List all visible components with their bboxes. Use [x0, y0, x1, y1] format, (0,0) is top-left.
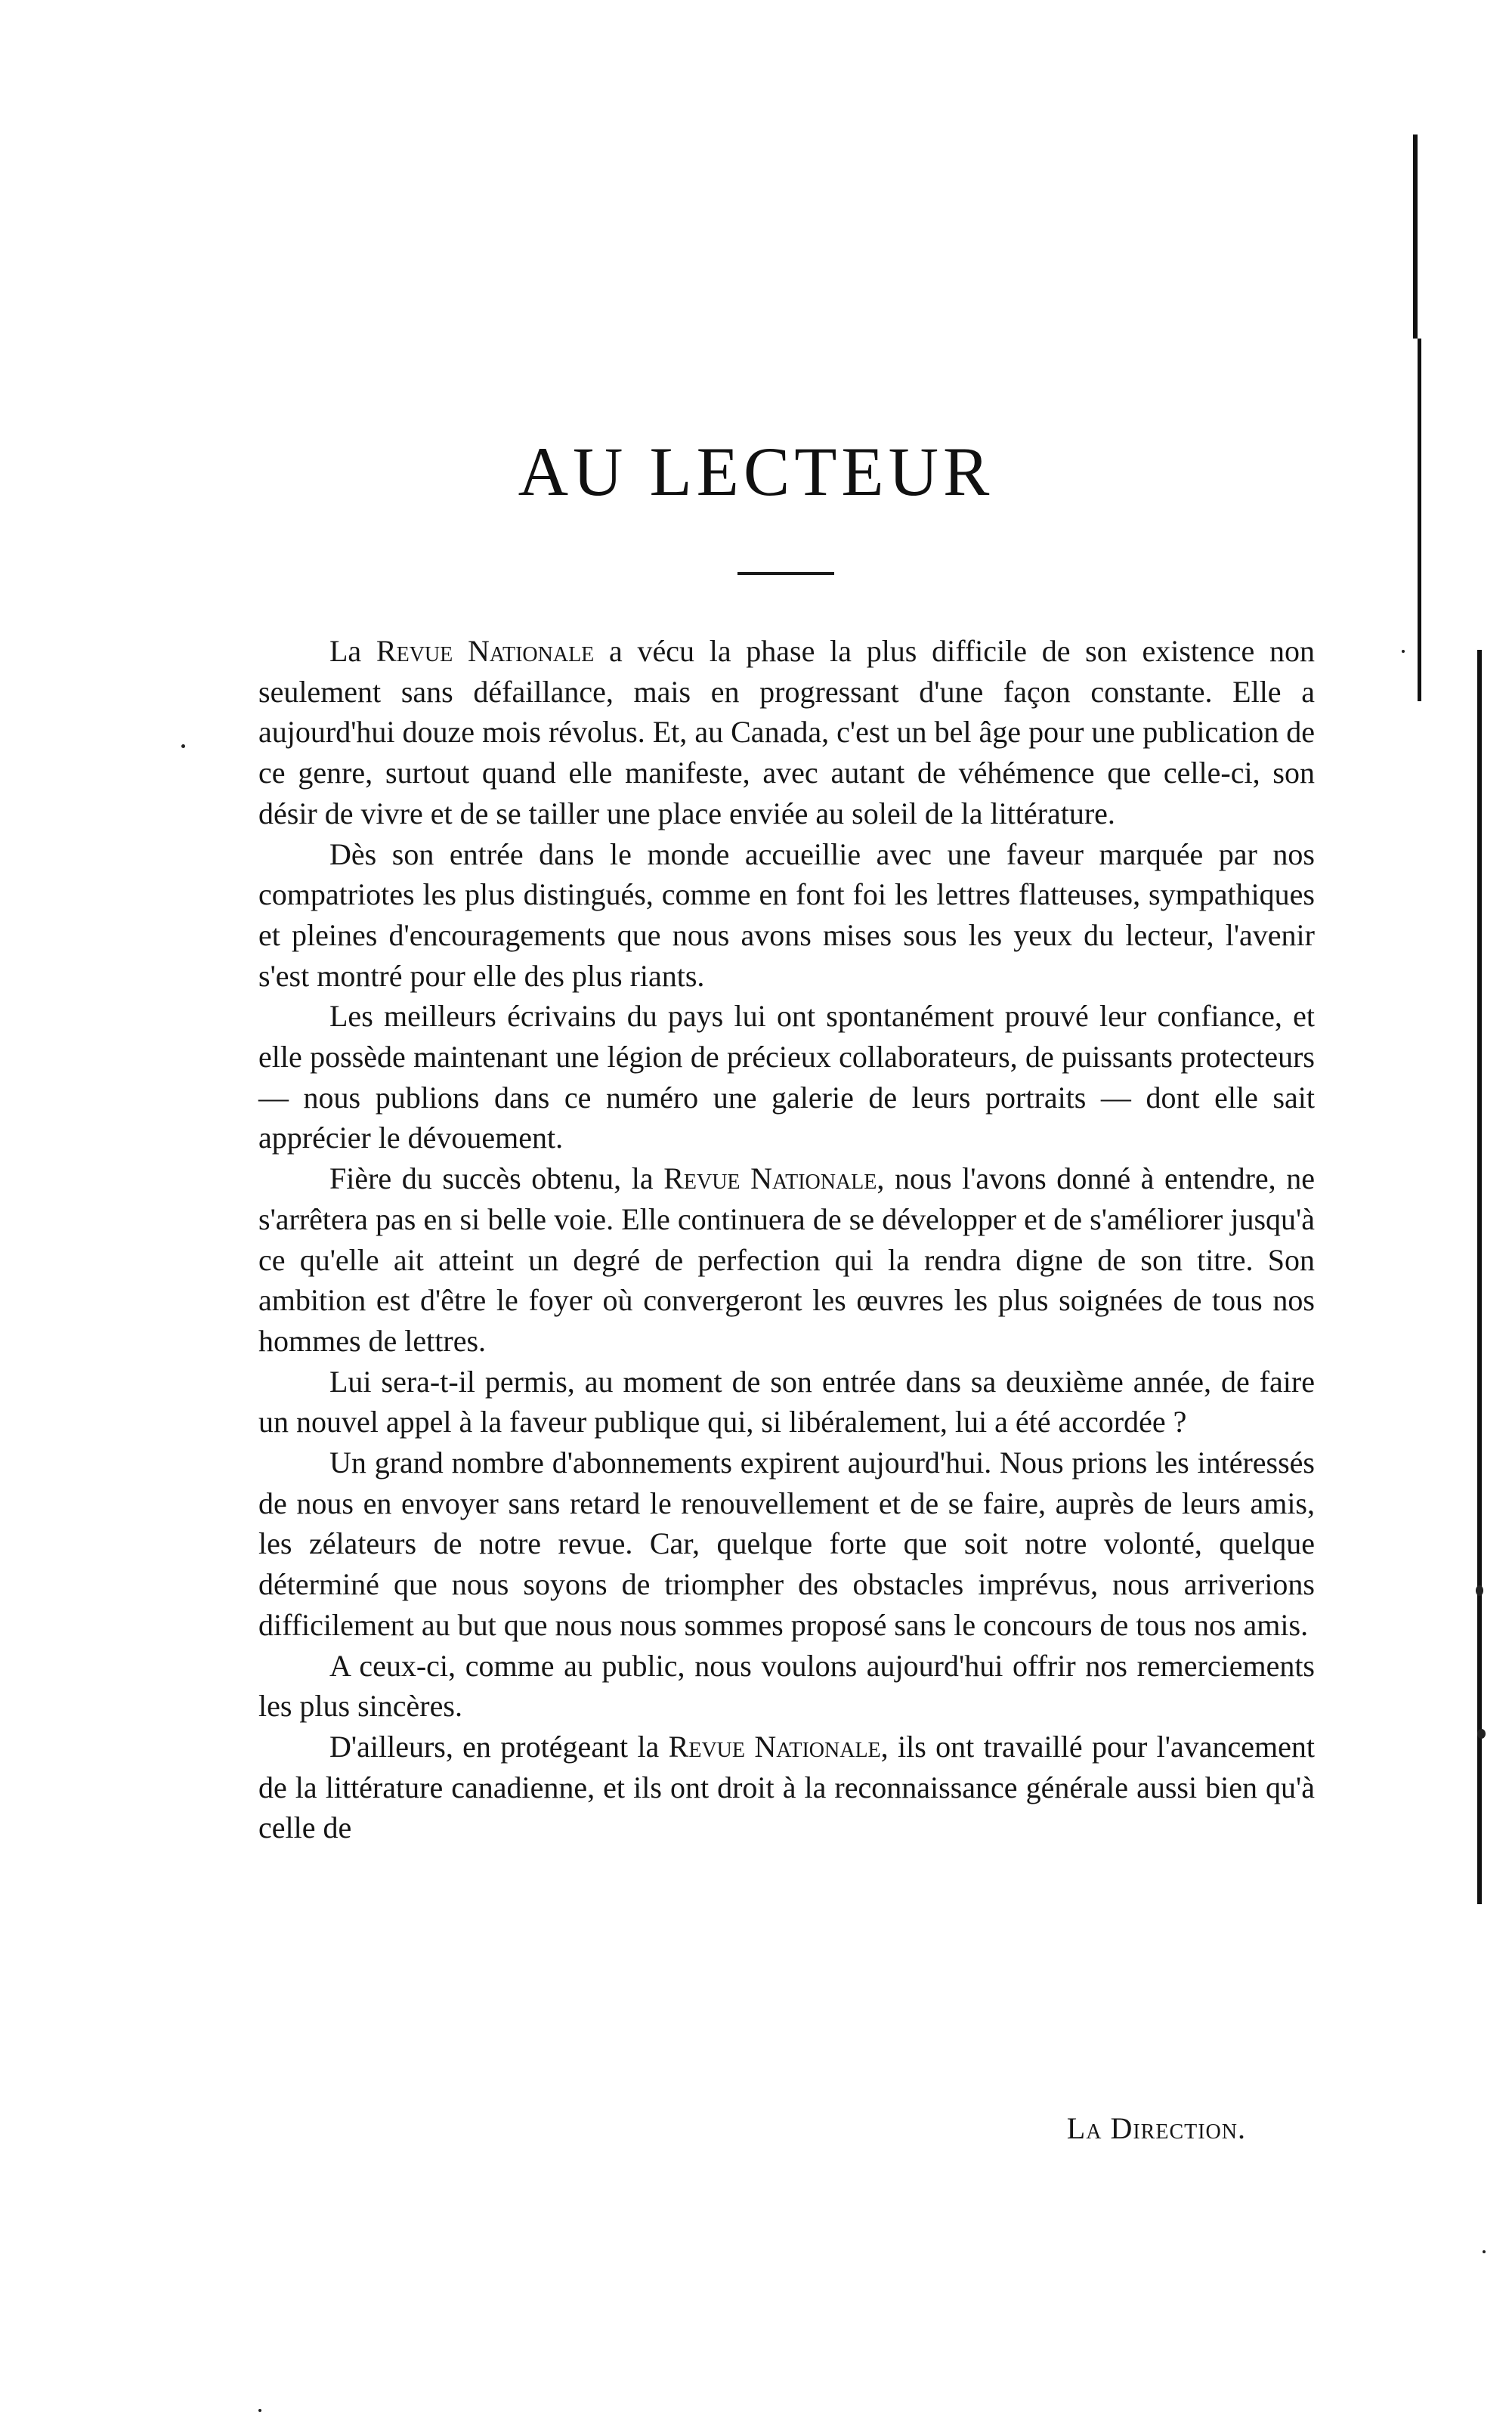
- paragraph-3: Les meilleurs écrivains du pays lui ont spontanément prouvé leur confiance, et elle possède maintenant une légion de précieux collaborateurs, de puissants protecteurs — nous publions dans ce numéro une galerie de leurs portraits — dont elle sait apprécier le dévouement.: [258, 999, 1315, 1155]
- paragraph-5: Lui sera-t-il permis, au moment de son entrée dans sa deuxième année, de faire un nouvel appel à la faveur publique qui, si libéralement, lui a été accordée ?: [258, 1364, 1315, 1439]
- paragraph-7: A ceux-ci, comme au public, nous voulons aujourd'hui offrir nos remerciements les plus sincères.: [258, 1648, 1315, 1724]
- paragraph-1-pre: La: [329, 634, 376, 668]
- paragraph-4-post: , nous l'avons donné à entendre, ne s'arrêtera pas en si belle voie. Elle continuera de se développer et de s'améliorer jusqu'à ce qu'elle ait atteint un degré de perfection qui la rendra digne de son titre. Son ambition est d'être le foyer où convergeront les œuvres les plus soignées de tous nos hommes de lettres.: [258, 1161, 1315, 1358]
- paragraph-2: Dès son entrée dans le monde accueillie avec une faveur marquée par nos compatriotes les plus distingués, comme en font foi les lettres flatteuses, sympathiques et pleines d'encouragements que nous avons mises sous les yeux du lecteur, l'avenir s'est montré pour elle des plus riants.: [258, 836, 1315, 993]
- scan-speck: [1483, 2250, 1486, 2253]
- paragraph-1: [258, 631, 1315, 834]
- paragraph-8-post: , ils ont travaillé pour l'avancement de la littérature canadienne, et ils ont droit à la reconnaissance générale aussi bien qu'à celle de: [258, 1729, 1315, 1845]
- paragraph-4-pre: Fière du succès obtenu, la: [329, 1161, 664, 1196]
- revue-name: Revue Nationale: [668, 1729, 881, 1764]
- scan-edge-line-lower: [1477, 650, 1482, 1904]
- scan-speck: [1477, 1729, 1486, 1739]
- paragraph-8-pre: D'ailleurs, en protégeant la: [329, 1729, 669, 1764]
- scan-edge-line-middle: [1418, 339, 1421, 701]
- title-divider: [737, 572, 834, 575]
- revue-name: Revue Nationale: [663, 1161, 877, 1196]
- paragraph-8: [258, 1727, 1315, 1848]
- scan-speck: [1476, 1585, 1483, 1596]
- scan-speck: [258, 2409, 261, 2412]
- paragraph-6: Un grand nombre d'abonnements expirent aujourd'hui. Nous prions les intéressés de nous en envoyer sans retard le renouvellement et de se faire, auprès de leurs amis, les zélateurs de notre revue. Car, quelque forte que soit notre volonté, quelque déterminé que nous soyons de triompher des obstacles imprévus, nous arriverions difficilement au but que nous nous sommes proposé sans le concours de tous nos amis.: [258, 1446, 1315, 1642]
- revue-name: Revue Nationale: [376, 634, 595, 668]
- signature: La Direction.: [1066, 2111, 1246, 2145]
- paragraph-1-post: a vécu la phase la plus difficile de son existence non seulement sans défaillance, mais en progressant d'une façon constante. Elle a aujourd'hui douze mois révolus. Et, au Canada, c'est un bel âge pour une publication de ce genre, surtout quand elle manifeste, avec autant de véhémence que celle-ci, son désir de vivre et de se tailler une place enviée au soleil de la littérature.: [258, 634, 1315, 830]
- scan-edge-line-upper: [1413, 135, 1418, 339]
- page-title: AU LECTEUR: [518, 433, 994, 510]
- scan-speck: [1402, 650, 1405, 653]
- paragraph-4: [258, 1158, 1315, 1362]
- scan-speck: [181, 744, 185, 748]
- article-body: [258, 631, 1315, 1848]
